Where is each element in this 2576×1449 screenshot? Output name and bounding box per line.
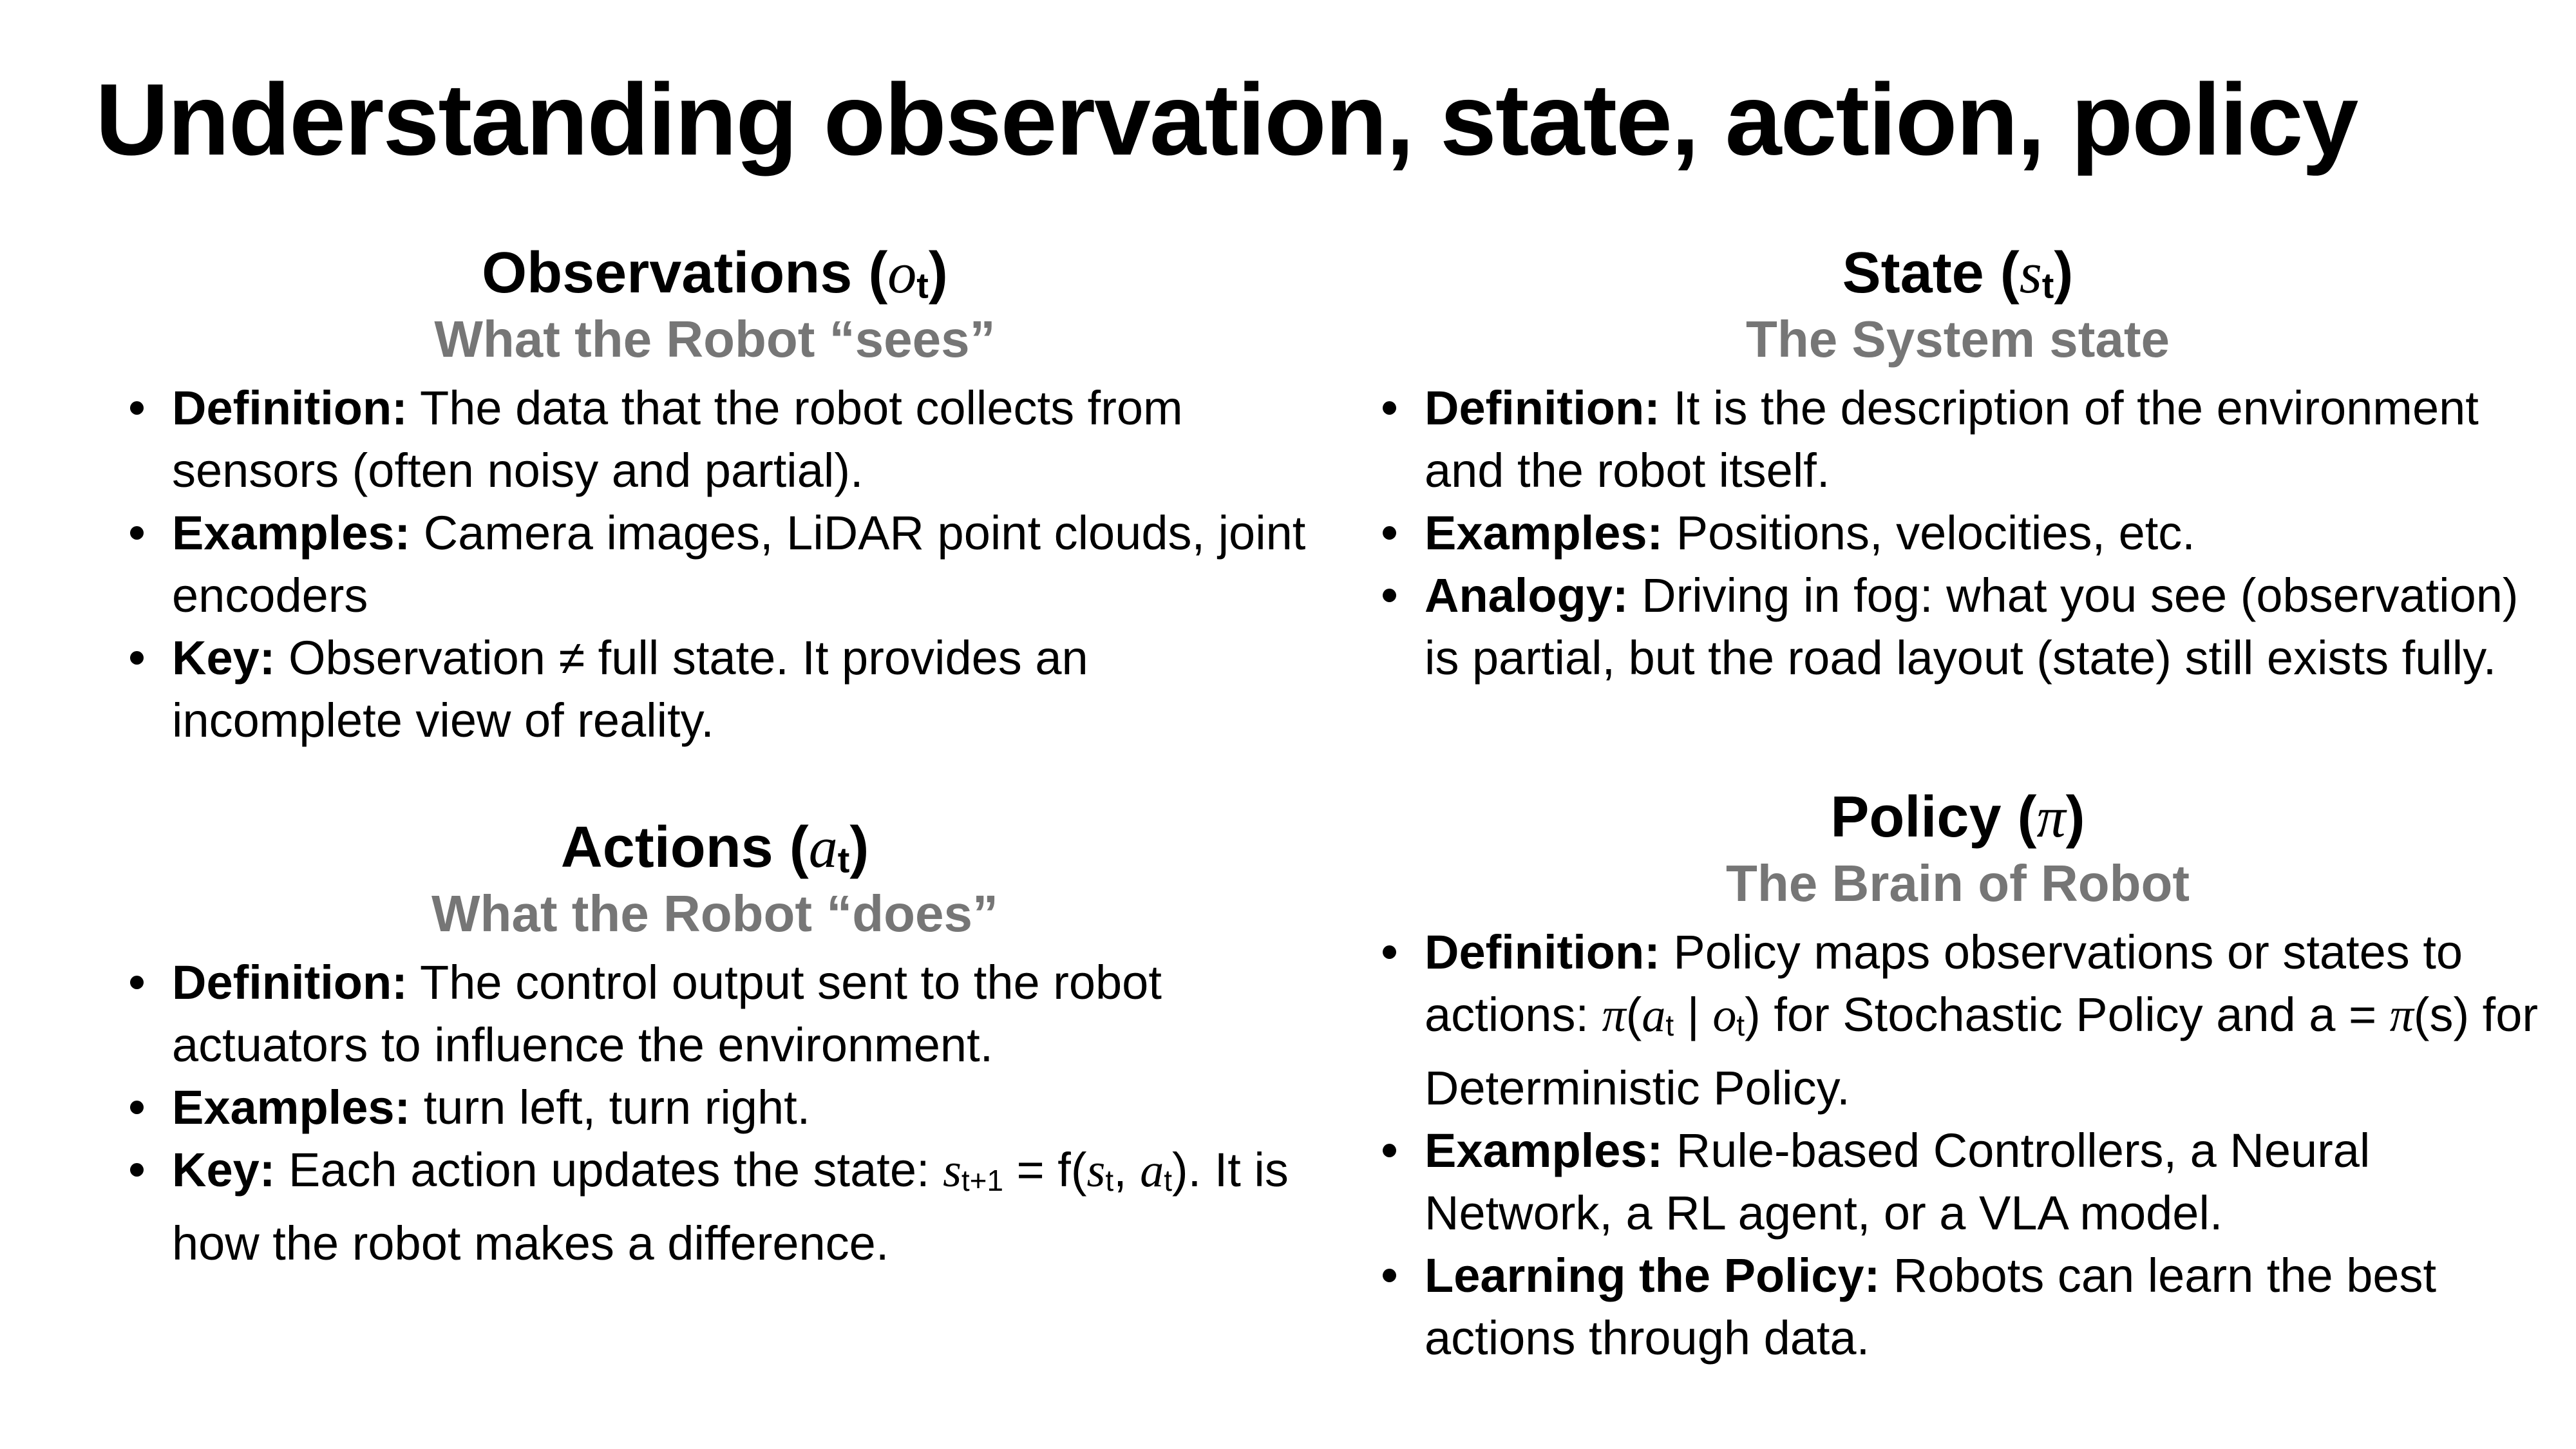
observations-section [119,238,1311,752]
list-item: Examples: Camera images, LiDAR point clouds, joint encoders [119,502,1311,627]
list-item: Definition: Policy maps observations or states to actions: π(at | ot) for Stochastic Policy and a = π(s) for Deterministic Policy. [1372,921,2544,1119]
slide-title: Understanding observation, state, action, policy [95,63,2358,176]
state-subtitle: The System state [1745,310,2170,368]
list-item: Definition: It is the description of the environment and the robot itself. [1372,377,2544,502]
policy-heading: Policy (π) [1830,785,2085,849]
list-item: Examples: Rule-based Controllers, a Neural Network, a RL agent, or a VLA model. [1372,1119,2544,1244]
state-heading: State (st) [1842,241,2074,306]
policy-section [1372,782,2544,1369]
list-item: Learning the Policy: Robots can learn the best actions through data. [1372,1244,2544,1369]
actions-heading: Actions (at) [560,815,869,880]
policy-subtitle: The Brain of Robot [1726,855,2190,912]
list-item: Key: Observation ≠ full state. It provides an incomplete view of reality. [119,627,1311,752]
observations-list [119,377,1311,752]
list-item: Key: Each action updates the state: st+1 = f(st, at). It is how the robot makes a difference. [119,1139,1311,1274]
list-item: Examples: Positions, velocities, etc. [1372,502,2544,564]
state-section [1372,238,2544,689]
actions-subtitle: What the Robot “does” [431,885,998,942]
list-item: Definition: The control output sent to the robot actuators to influence the environment. [119,951,1311,1076]
actions-list [119,951,1311,1274]
actions-section [119,813,1311,1274]
observations-heading: Observations (ot) [482,241,948,306]
observations-subtitle: What the Robot “sees” [434,310,996,368]
state-list [1372,377,2544,689]
policy-list [1372,921,2544,1369]
list-item: Analogy: Driving in fog: what you see (observation) is partial, but the road layout (state) still exists fully. [1372,564,2544,689]
list-item: Examples: turn left, turn right. [119,1076,1311,1139]
list-item: Definition: The data that the robot collects from sensors (often noisy and partial). [119,377,1311,502]
